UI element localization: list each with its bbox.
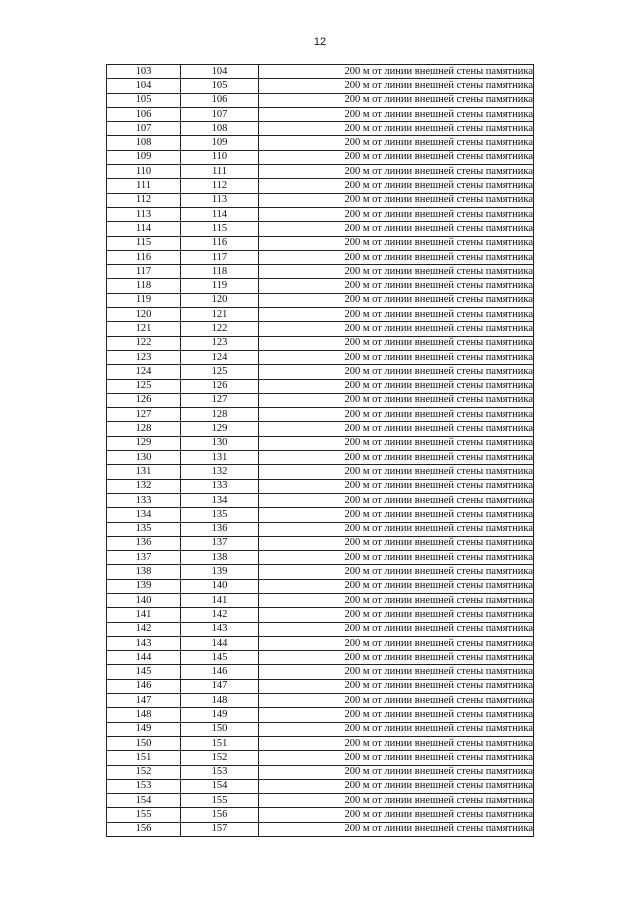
distance-description-cell: 200 м от линии внешней стены памятника [259, 479, 534, 493]
table-row [107, 736, 534, 750]
from-point-cell: 120 [107, 308, 181, 322]
table-row [107, 679, 534, 693]
distance-description-cell: 200 м от линии внешней стены памятника [259, 165, 534, 179]
table-row [107, 336, 534, 350]
table-row [107, 465, 534, 479]
distance-description-cell: 200 м от линии внешней стены памятника [259, 193, 534, 207]
table-row [107, 379, 534, 393]
to-point-cell: 129 [181, 422, 259, 436]
table-row [107, 107, 534, 121]
distance-description-cell: 200 м от линии внешней стены памятника [259, 579, 534, 593]
table-row [107, 508, 534, 522]
to-point-cell: 134 [181, 493, 259, 507]
to-point-cell: 153 [181, 765, 259, 779]
to-point-cell: 117 [181, 250, 259, 264]
distance-description-cell: 200 м от линии внешней стены памятника [259, 279, 534, 293]
to-point-cell: 154 [181, 779, 259, 793]
to-point-cell: 148 [181, 694, 259, 708]
distance-description-cell: 200 м от линии внешней стены памятника [259, 536, 534, 550]
table-row [107, 350, 534, 364]
from-point-cell: 115 [107, 236, 181, 250]
distance-description-cell: 200 м от линии внешней стены памятника [259, 593, 534, 607]
from-point-cell: 123 [107, 350, 181, 364]
page-number: 12 [313, 36, 327, 48]
distance-description-cell: 200 м от линии внешней стены памятника [259, 451, 534, 465]
to-point-cell: 104 [181, 65, 259, 79]
table-row [107, 236, 534, 250]
to-point-cell: 132 [181, 465, 259, 479]
from-point-cell: 111 [107, 179, 181, 193]
distance-description-cell: 200 м от линии внешней стены памятника [259, 493, 534, 507]
table-row [107, 694, 534, 708]
distance-description-cell: 200 м от линии внешней стены памятника [259, 694, 534, 708]
distance-description-cell: 200 м от линии внешней стены памятника [259, 265, 534, 279]
distance-description-cell: 200 м от линии внешней стены памятника [259, 150, 534, 164]
from-point-cell: 131 [107, 465, 181, 479]
table-row [107, 422, 534, 436]
to-point-cell: 152 [181, 751, 259, 765]
from-point-cell: 146 [107, 679, 181, 693]
distance-description-cell: 200 м от линии внешней стены памятника [259, 779, 534, 793]
table-row [107, 207, 534, 221]
distance-description-cell: 200 м от линии внешней стены памятника [259, 350, 534, 364]
from-point-cell: 155 [107, 808, 181, 822]
to-point-cell: 122 [181, 322, 259, 336]
from-point-cell: 134 [107, 508, 181, 522]
distance-description-cell: 200 м от линии внешней стены памятника [259, 436, 534, 450]
table-row [107, 565, 534, 579]
to-point-cell: 127 [181, 393, 259, 407]
table-row [107, 93, 534, 107]
from-point-cell: 105 [107, 93, 181, 107]
table-row [107, 636, 534, 650]
table-row [107, 479, 534, 493]
to-point-cell: 139 [181, 565, 259, 579]
from-point-cell: 156 [107, 822, 181, 836]
distance-description-cell: 200 м от линии внешней стены памятника [259, 179, 534, 193]
from-point-cell: 116 [107, 250, 181, 264]
to-point-cell: 124 [181, 350, 259, 364]
to-point-cell: 121 [181, 308, 259, 322]
from-point-cell: 148 [107, 708, 181, 722]
from-point-cell: 121 [107, 322, 181, 336]
from-point-cell: 142 [107, 622, 181, 636]
to-point-cell: 107 [181, 107, 259, 121]
from-point-cell: 124 [107, 365, 181, 379]
from-point-cell: 118 [107, 279, 181, 293]
distance-description-cell: 200 м от линии внешней стены памятника [259, 508, 534, 522]
table-row [107, 779, 534, 793]
table-row [107, 708, 534, 722]
table-row [107, 65, 534, 79]
to-point-cell: 115 [181, 222, 259, 236]
to-point-cell: 131 [181, 451, 259, 465]
from-point-cell: 154 [107, 794, 181, 808]
to-point-cell: 155 [181, 794, 259, 808]
distance-description-cell: 200 м от линии внешней стены памятника [259, 636, 534, 650]
distance-description-cell: 200 м от линии внешней стены памятника [259, 722, 534, 736]
from-point-cell: 119 [107, 293, 181, 307]
table-row [107, 808, 534, 822]
from-point-cell: 145 [107, 665, 181, 679]
from-point-cell: 110 [107, 165, 181, 179]
distance-description-cell: 200 м от линии внешней стены памятника [259, 522, 534, 536]
table-row [107, 250, 534, 264]
from-point-cell: 144 [107, 651, 181, 665]
from-point-cell: 108 [107, 136, 181, 150]
from-point-cell: 133 [107, 493, 181, 507]
to-point-cell: 147 [181, 679, 259, 693]
from-point-cell: 132 [107, 479, 181, 493]
to-point-cell: 105 [181, 79, 259, 93]
from-point-cell: 122 [107, 336, 181, 350]
from-point-cell: 143 [107, 636, 181, 650]
table-row [107, 593, 534, 607]
table-row [107, 822, 534, 836]
from-point-cell: 128 [107, 422, 181, 436]
to-point-cell: 109 [181, 136, 259, 150]
from-point-cell: 138 [107, 565, 181, 579]
to-point-cell: 133 [181, 479, 259, 493]
distance-description-cell: 200 м от линии внешней стены памятника [259, 651, 534, 665]
from-point-cell: 151 [107, 751, 181, 765]
distance-description-cell: 200 м от линии внешней стены памятника [259, 293, 534, 307]
distance-description-cell: 200 м от линии внешней стены памятника [259, 93, 534, 107]
to-point-cell: 111 [181, 165, 259, 179]
distance-description-cell: 200 м от линии внешней стены памятника [259, 250, 534, 264]
table-row [107, 322, 534, 336]
distance-description-cell: 200 м от линии внешней стены памятника [259, 465, 534, 479]
distance-description-cell: 200 м от линии внешней стены памятника [259, 608, 534, 622]
from-point-cell: 153 [107, 779, 181, 793]
from-point-cell: 127 [107, 408, 181, 422]
distance-description-cell: 200 м от линии внешней стены памятника [259, 765, 534, 779]
distance-description-cell: 200 м от линии внешней стены памятника [259, 751, 534, 765]
from-point-cell: 135 [107, 522, 181, 536]
table-row [107, 179, 534, 193]
distance-description-cell: 200 м от линии внешней стены памятника [259, 136, 534, 150]
distance-description-cell: 200 м от линии внешней стены памятника [259, 379, 534, 393]
table-row [107, 150, 534, 164]
to-point-cell: 145 [181, 651, 259, 665]
from-point-cell: 113 [107, 207, 181, 221]
from-point-cell: 152 [107, 765, 181, 779]
table-row [107, 522, 534, 536]
table-row [107, 536, 534, 550]
from-point-cell: 117 [107, 265, 181, 279]
from-point-cell: 129 [107, 436, 181, 450]
to-point-cell: 146 [181, 665, 259, 679]
from-point-cell: 109 [107, 150, 181, 164]
table-row [107, 551, 534, 565]
to-point-cell: 108 [181, 122, 259, 136]
to-point-cell: 149 [181, 708, 259, 722]
to-point-cell: 126 [181, 379, 259, 393]
table-row [107, 136, 534, 150]
distance-description-cell: 200 м от линии внешней стены памятника [259, 679, 534, 693]
to-point-cell: 136 [181, 522, 259, 536]
to-point-cell: 118 [181, 265, 259, 279]
to-point-cell: 157 [181, 822, 259, 836]
distance-description-cell: 200 м от линии внешней стены памятника [259, 565, 534, 579]
table-row [107, 193, 534, 207]
from-point-cell: 106 [107, 107, 181, 121]
table-row [107, 436, 534, 450]
to-point-cell: 156 [181, 808, 259, 822]
boundary-points-table [106, 64, 534, 837]
table-row [107, 365, 534, 379]
to-point-cell: 137 [181, 536, 259, 550]
distance-description-cell: 200 м от линии внешней стены памятника [259, 622, 534, 636]
to-point-cell: 116 [181, 236, 259, 250]
to-point-cell: 144 [181, 636, 259, 650]
from-point-cell: 125 [107, 379, 181, 393]
from-point-cell: 136 [107, 536, 181, 550]
table-row [107, 722, 534, 736]
to-point-cell: 120 [181, 293, 259, 307]
table-row [107, 165, 534, 179]
distance-description-cell: 200 м от линии внешней стены памятника [259, 79, 534, 93]
distance-description-cell: 200 м от линии внешней стены памятника [259, 65, 534, 79]
from-point-cell: 139 [107, 579, 181, 593]
distance-description-cell: 200 м от линии внешней стены памятника [259, 736, 534, 750]
table-row [107, 279, 534, 293]
table-row [107, 222, 534, 236]
table-row [107, 622, 534, 636]
table-row [107, 765, 534, 779]
to-point-cell: 150 [181, 722, 259, 736]
table-row [107, 751, 534, 765]
table-row [107, 265, 534, 279]
from-point-cell: 104 [107, 79, 181, 93]
distance-description-cell: 200 м от линии внешней стены памятника [259, 336, 534, 350]
distance-description-cell: 200 м от линии внешней стены памятника [259, 665, 534, 679]
table-row [107, 579, 534, 593]
to-point-cell: 140 [181, 579, 259, 593]
to-point-cell: 119 [181, 279, 259, 293]
from-point-cell: 126 [107, 393, 181, 407]
from-point-cell: 147 [107, 694, 181, 708]
distance-description-cell: 200 м от линии внешней стены памятника [259, 236, 534, 250]
distance-description-cell: 200 м от линии внешней стены памятника [259, 322, 534, 336]
distance-description-cell: 200 м от линии внешней стены памятника [259, 308, 534, 322]
to-point-cell: 141 [181, 593, 259, 607]
table-row [107, 308, 534, 322]
distance-description-cell: 200 м от линии внешней стены памятника [259, 122, 534, 136]
table-row [107, 451, 534, 465]
to-point-cell: 123 [181, 336, 259, 350]
table-row [107, 794, 534, 808]
table-row [107, 79, 534, 93]
table-row [107, 493, 534, 507]
distance-description-cell: 200 м от линии внешней стены памятника [259, 408, 534, 422]
table-row [107, 608, 534, 622]
to-point-cell: 135 [181, 508, 259, 522]
from-point-cell: 114 [107, 222, 181, 236]
to-point-cell: 125 [181, 365, 259, 379]
to-point-cell: 138 [181, 551, 259, 565]
distance-description-cell: 200 м от линии внешней стены памятника [259, 808, 534, 822]
table-row [107, 393, 534, 407]
to-point-cell: 110 [181, 150, 259, 164]
from-point-cell: 137 [107, 551, 181, 565]
from-point-cell: 112 [107, 193, 181, 207]
distance-description-cell: 200 м от линии внешней стены памятника [259, 822, 534, 836]
from-point-cell: 150 [107, 736, 181, 750]
to-point-cell: 114 [181, 207, 259, 221]
to-point-cell: 151 [181, 736, 259, 750]
distance-description-cell: 200 м от линии внешней стены памятника [259, 393, 534, 407]
distance-description-cell: 200 м от линии внешней стены памятника [259, 422, 534, 436]
table-row [107, 651, 534, 665]
to-point-cell: 142 [181, 608, 259, 622]
distance-description-cell: 200 м от линии внешней стены памятника [259, 365, 534, 379]
to-point-cell: 130 [181, 436, 259, 450]
distance-description-cell: 200 м от линии внешней стены памятника [259, 551, 534, 565]
from-point-cell: 140 [107, 593, 181, 607]
to-point-cell: 106 [181, 93, 259, 107]
table-row [107, 665, 534, 679]
from-point-cell: 103 [107, 65, 181, 79]
from-point-cell: 130 [107, 451, 181, 465]
to-point-cell: 113 [181, 193, 259, 207]
to-point-cell: 128 [181, 408, 259, 422]
from-point-cell: 107 [107, 122, 181, 136]
from-point-cell: 149 [107, 722, 181, 736]
from-point-cell: 141 [107, 608, 181, 622]
distance-description-cell: 200 м от линии внешней стены памятника [259, 794, 534, 808]
distance-description-cell: 200 м от линии внешней стены памятника [259, 222, 534, 236]
distance-description-cell: 200 м от линии внешней стены памятника [259, 107, 534, 121]
table-row [107, 122, 534, 136]
table-body [107, 65, 534, 837]
distance-description-cell: 200 м от линии внешней стены памятника [259, 207, 534, 221]
table-row [107, 408, 534, 422]
to-point-cell: 143 [181, 622, 259, 636]
to-point-cell: 112 [181, 179, 259, 193]
distance-description-cell: 200 м от линии внешней стены памятника [259, 708, 534, 722]
table-row [107, 293, 534, 307]
